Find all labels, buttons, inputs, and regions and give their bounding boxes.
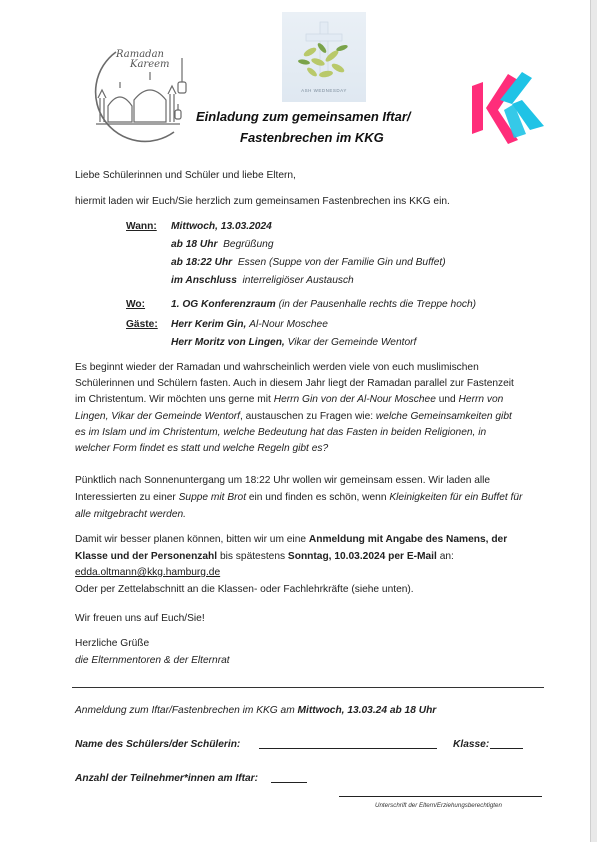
time-welcome: ab 18 Uhr xyxy=(171,239,218,250)
para3-text-c: bis spätestens xyxy=(219,550,286,562)
para3-text-e: an: xyxy=(439,550,454,562)
ramadan-text: Ramadan xyxy=(116,49,164,60)
form-heading-date: Mittwoch, 13.03.24 ab 18 Uhr xyxy=(297,705,437,716)
guests-label: Gäste: xyxy=(126,319,158,330)
signature-line[interactable] xyxy=(339,796,542,797)
kkg-logo xyxy=(468,70,548,144)
para1-questions: welche Gemeinsamkeiten gibt es im Islam und im Christentum, welche Bedeutung hat das Fasten in beiden Religionen, in welcher Form findet es statt und welche Regeln gibt es? xyxy=(75,410,512,455)
class-field[interactable] xyxy=(490,737,523,749)
para3-registration-info: Anmeldung mit Angabe des Namens, der Klasse und der Personenzahl xyxy=(75,534,508,562)
para1-text-a: Es beginnt wieder der Ramadan und wahrscheinlich werden viele von euch muslimischen Schülerinnen und Schülern fasten. Auch in diesem Jahr liegt der Ramadan parallel zur Fastenzeit im Christentum. Wir möchten uns gerne mit xyxy=(75,362,514,406)
intro: hiermit laden wir Euch/Sie herzlich zum gemeinsamen Fastenbrechen ins KKG ein. xyxy=(75,196,450,207)
para2-text-a: Pünktlich nach Sonnenuntergang um 18:22 Uhr wollen wir gemeinsam essen. Wir laden alle Interessierten zu einer xyxy=(75,475,491,503)
paragraph-ramadan xyxy=(75,360,523,457)
form-heading xyxy=(75,703,436,718)
looking-forward: Wir freuen uns auf Euch/Sie! xyxy=(75,613,205,624)
count-field[interactable] xyxy=(271,771,307,783)
count-label: Anzahl der Teilnehmer*innen am Iftar: xyxy=(75,773,259,784)
para1-text-c: und xyxy=(438,394,456,406)
regards: Herzliche Grüße xyxy=(75,638,150,649)
name-field[interactable] xyxy=(259,737,437,749)
event-details xyxy=(126,218,566,352)
kareem-text: Kareem xyxy=(130,59,170,70)
para2-soup: Suppe mit Brot xyxy=(178,492,247,503)
class-label: Klasse: xyxy=(453,739,490,750)
time-after: im Anschluss xyxy=(171,275,237,286)
time-after-desc: interreligiöser Austausch xyxy=(242,275,354,286)
guest-1-name: Herr Kerim Gin, xyxy=(171,319,247,330)
event-date: Mittwoch, 13.03.2024 xyxy=(171,221,272,232)
ash-wednesday-caption: ASH WEDNESDAY xyxy=(301,88,347,93)
para2-text-c: ein und finden es schön, wenn xyxy=(248,492,387,503)
title-line-1: Einladung zum gemeinsamen Iftar/ xyxy=(196,109,411,124)
ramadan-kareem-logo xyxy=(78,44,193,144)
para3-alternative: Oder per Zettelabschnitt an die Klassen- oder Fachlehrkräfte (siehe unten). xyxy=(75,583,414,595)
form-heading-text: Anmeldung zum Iftar/Fastenbrechen im KKG am xyxy=(75,705,295,716)
paragraph-registration xyxy=(75,532,535,598)
para1-imam: Herrn Gin von der Al-Nour Moschee xyxy=(273,394,436,406)
time-welcome-desc: Begrüßung xyxy=(223,239,274,250)
location: 1. OG Konferenzraum xyxy=(171,299,276,310)
para1-text-e: , austauschen zu Fragen wie: xyxy=(239,410,374,422)
email-link[interactable]: edda.oltmann@kkg.hamburg.de xyxy=(75,567,221,578)
location-note: (in der Pausenhalle rechts die Treppe hoch) xyxy=(278,299,477,310)
guest-2-org: Vikar der Gemeinde Wentorf xyxy=(287,337,417,348)
time-dinner-desc: Essen (Suppe von der Familie Gin und Buffet) xyxy=(237,257,446,268)
where-label: Wo: xyxy=(126,299,146,310)
signature-caption: Unterschrift der Eltern/Erziehungsberechtigten xyxy=(375,802,502,809)
title-line-2: Fastenbrechen im KKG xyxy=(240,130,384,145)
para1-vicar: Herrn von Lingen, Vikar der Gemeinde Wentorf xyxy=(75,394,504,422)
ash-wednesday-image xyxy=(282,12,366,102)
guest-1-org: Al-Nour Moschee xyxy=(249,319,328,330)
cut-line xyxy=(72,687,544,688)
time-dinner: ab 18:22 Uhr xyxy=(171,257,233,268)
para2-buffet: Kleinigkeiten für ein Buffet für alle mitgebracht werden. xyxy=(75,492,523,520)
paragraph-dinner xyxy=(75,472,525,523)
para3-deadline: Sonntag, 10.03.2024 per E-Mail xyxy=(287,550,437,562)
when-label: Wann: xyxy=(126,221,157,232)
signature-org: die Elternmentoren & der Elternrat xyxy=(75,655,230,666)
name-label: Name des Schülers/der Schülerin: xyxy=(75,739,241,750)
greeting: Liebe Schülerinnen und Schüler und liebe Eltern, xyxy=(75,170,296,181)
para3-text-a: Damit wir besser planen können, bitten wir um eine xyxy=(75,534,307,545)
guest-2-name: Herr Moritz von Lingen, xyxy=(171,337,285,348)
page-title xyxy=(196,106,411,148)
